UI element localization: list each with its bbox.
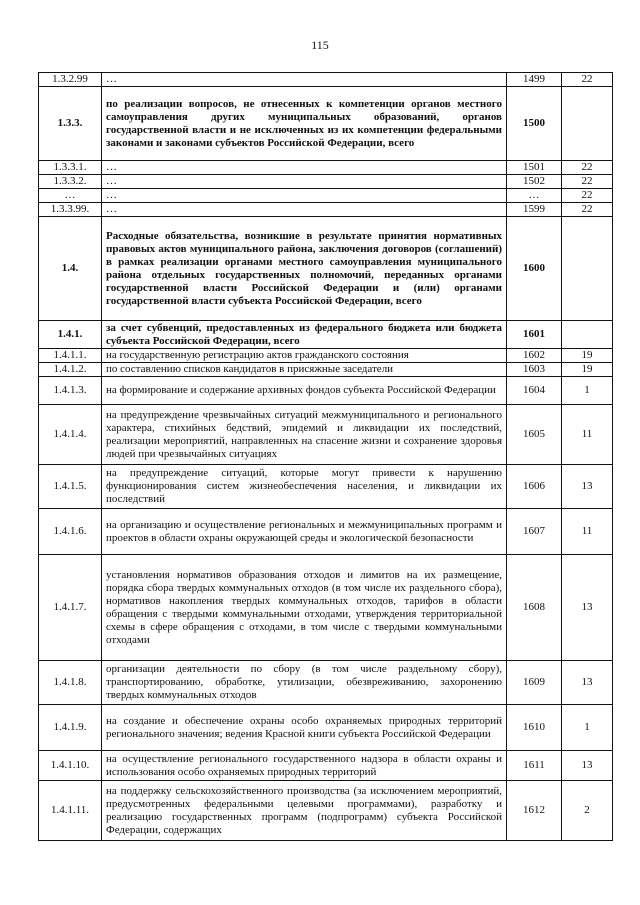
row-code-cell: 1502 <box>507 175 562 189</box>
row-code-cell: 1501 <box>507 161 562 175</box>
row-description-cell: по составлению списков кандидатов в присяжные заседатели <box>102 363 507 377</box>
row-number-cell: 1.4.1.10. <box>39 751 102 781</box>
row-description-cell: на осуществление регионального государственного надзора в области охраны и использования особо охраняемых природных территорий <box>102 751 507 781</box>
table-row <box>39 661 613 705</box>
row-code-cell: … <box>507 189 562 203</box>
table-row <box>39 73 613 87</box>
row-number-cell: 1.4.1.7. <box>39 555 102 661</box>
row-description-cell: установления нормативов образования отходов и лимитов на их размещение, порядка сбора твердых коммунальных отходов (в том числе их раздельного сбора), нормативов накопления твердых коммунальных отходов, тарифов в области обращения с твердыми коммунальными отходами, утверждения территориальной схемы в сфере обращения с отходами, в том числе с твердыми коммунальными отходами <box>102 555 507 661</box>
row-value-cell: 22 <box>562 73 613 87</box>
row-code-cell: 1601 <box>507 321 562 349</box>
table-row <box>39 217 613 321</box>
table-row <box>39 189 613 203</box>
row-number-cell: 1.3.3. <box>39 87 102 161</box>
row-number-cell: 1.4.1.1. <box>39 349 102 363</box>
row-code-cell: 1499 <box>507 73 562 87</box>
row-number-cell: 1.4.1. <box>39 321 102 349</box>
row-description-cell: организации деятельности по сбору (в том числе раздельному сбору), транспортированию, обработке, утилизации, обезвреживанию, захоронению твердых коммунальных отходов <box>102 661 507 705</box>
row-value-cell: 11 <box>562 509 613 555</box>
row-code-cell: 1609 <box>507 661 562 705</box>
row-value-cell <box>562 321 613 349</box>
row-description-cell: на предупреждение ситуаций, которые могут привести к нарушению функционирования систем жизнеобеспечения населения, и ликвидации их последствий <box>102 465 507 509</box>
table-row <box>39 175 613 189</box>
row-number-cell: 1.4.1.8. <box>39 661 102 705</box>
row-code-cell: 1607 <box>507 509 562 555</box>
row-code-cell: 1611 <box>507 751 562 781</box>
row-code-cell: 1599 <box>507 203 562 217</box>
row-value-cell: 19 <box>562 349 613 363</box>
row-description-cell: на поддержку сельскохозяйственного производства (за исключением мероприятий, предусмотренных федеральными целевыми программами), разработку и реализацию государственных программ (подпрограмм) субъекта Российской Федерации, содержащих <box>102 781 507 841</box>
row-description-cell: на формирование и содержание архивных фондов субъекта Российской Федерации <box>102 377 507 405</box>
row-value-cell: 13 <box>562 465 613 509</box>
table-row <box>39 203 613 217</box>
row-description-cell: на создание и обеспечение охраны особо охраняемых природных территорий регионального значения; ведения Красной книги субъекта Российской Федерации <box>102 705 507 751</box>
row-number-cell: … <box>39 189 102 203</box>
table-row <box>39 87 613 161</box>
row-description-cell: … <box>102 161 507 175</box>
row-number-cell: 1.4.1.3. <box>39 377 102 405</box>
row-value-cell: 19 <box>562 363 613 377</box>
row-value-cell: 22 <box>562 203 613 217</box>
table-row <box>39 363 613 377</box>
row-description-cell: … <box>102 189 507 203</box>
row-value-cell: 22 <box>562 189 613 203</box>
table-row <box>39 509 613 555</box>
row-value-cell: 13 <box>562 555 613 661</box>
table-row <box>39 377 613 405</box>
row-code-cell: 1602 <box>507 349 562 363</box>
row-value-cell: 1 <box>562 705 613 751</box>
row-value-cell <box>562 217 613 321</box>
row-description-cell: за счет субвенций, предоставленных из федерального бюджета или бюджета субъекта Российской Федерации, всего <box>102 321 507 349</box>
row-value-cell: 13 <box>562 661 613 705</box>
row-value-cell: 13 <box>562 751 613 781</box>
row-code-cell: 1604 <box>507 377 562 405</box>
row-code-cell: 1500 <box>507 87 562 161</box>
row-number-cell: 1.4.1.6. <box>39 509 102 555</box>
row-code-cell: 1606 <box>507 465 562 509</box>
table-row <box>39 405 613 465</box>
row-number-cell: 1.3.2.99 <box>39 73 102 87</box>
table-row <box>39 161 613 175</box>
row-value-cell: 22 <box>562 161 613 175</box>
row-value-cell: 11 <box>562 405 613 465</box>
table-row <box>39 349 613 363</box>
table-row <box>39 781 613 841</box>
obligations-table <box>38 72 613 841</box>
row-value-cell: 1 <box>562 377 613 405</box>
row-value-cell: 22 <box>562 175 613 189</box>
row-code-cell: 1600 <box>507 217 562 321</box>
row-number-cell: 1.3.3.2. <box>39 175 102 189</box>
row-description-cell: … <box>102 175 507 189</box>
table-row <box>39 555 613 661</box>
row-code-cell: 1603 <box>507 363 562 377</box>
row-number-cell: 1.4.1.2. <box>39 363 102 377</box>
row-description-cell: … <box>102 73 507 87</box>
row-number-cell: 1.4.1.4. <box>39 405 102 465</box>
row-number-cell: 1.4.1.5. <box>39 465 102 509</box>
row-description-cell: на государственную регистрацию актов гражданского состояния <box>102 349 507 363</box>
row-value-cell: 2 <box>562 781 613 841</box>
row-description-cell: на предупреждение чрезвычайных ситуаций межмуниципального и регионального характера, стихийных бедствий, эпидемий и ликвидации их последствий, реализации мероприятий, направленных на спасение жизни и сохранение здоровья людей при чрезвычайных ситуациях <box>102 405 507 465</box>
page-number: 115 <box>311 38 329 52</box>
table-row <box>39 705 613 751</box>
table-row <box>39 751 613 781</box>
row-description-cell: … <box>102 203 507 217</box>
row-description-cell: по реализации вопросов, не отнесенных к компетенции органов местного самоуправления других муниципальных образований, органов государственной власти и не исключенных из их компетенции федеральными законами и законами субъектов Российской Федерации, всего <box>102 87 507 161</box>
row-code-cell: 1605 <box>507 405 562 465</box>
row-description-cell: Расходные обязательства, возникшие в результате принятия нормативных правовых актов муниципального района, заключения договоров (соглашений) в рамках реализации органами местного самоуправления муниципального района отдельных государственных полномочий, переданных органами государственной власти Российской Федерации и (или) органами государственной власти субъекта Российской Федерации, всего <box>102 217 507 321</box>
row-value-cell <box>562 87 613 161</box>
row-code-cell: 1608 <box>507 555 562 661</box>
row-number-cell: 1.4.1.11. <box>39 781 102 841</box>
row-number-cell: 1.3.3.1. <box>39 161 102 175</box>
row-code-cell: 1610 <box>507 705 562 751</box>
row-number-cell: 1.3.3.99. <box>39 203 102 217</box>
row-number-cell: 1.4. <box>39 217 102 321</box>
row-code-cell: 1612 <box>507 781 562 841</box>
table-row <box>39 321 613 349</box>
table-row <box>39 465 613 509</box>
row-description-cell: на организацию и осуществление региональных и межмуниципальных программ и проектов в области охраны окружающей среды и экологической безопасности <box>102 509 507 555</box>
row-number-cell: 1.4.1.9. <box>39 705 102 751</box>
